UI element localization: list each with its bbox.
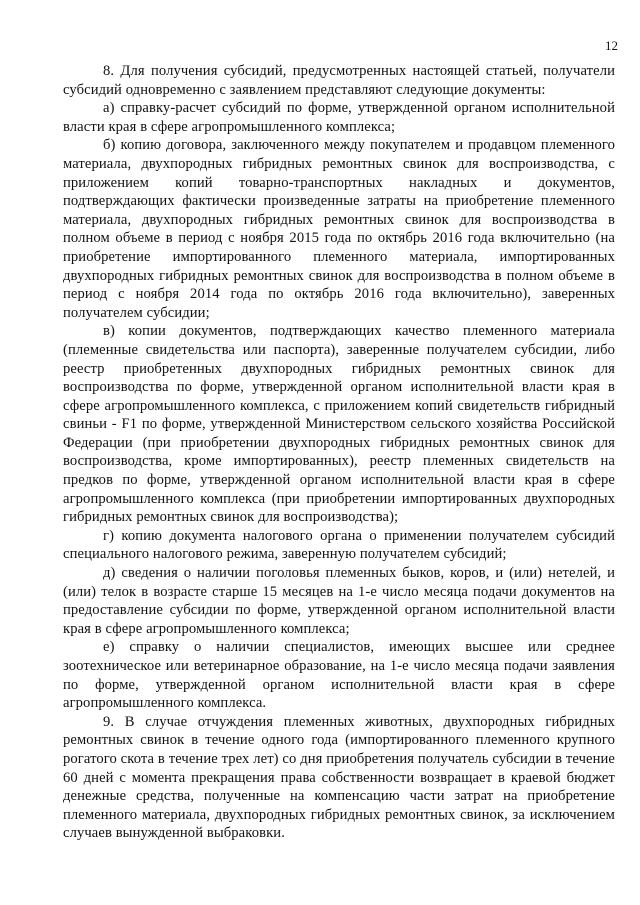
paragraph-subitem-a: а) справку-расчет субсидий по форме, утвержденной органом исполнительной власти края в сфере агропромышленного комплекса; bbox=[63, 100, 615, 135]
paragraph-item-8: 8. Для получения субсидий, предусмотренных настоящей статьей, получатели субсидий одновременно с заявлением представляют следующие документы: bbox=[63, 63, 615, 98]
document-body bbox=[63, 62, 615, 843]
paragraph-item-9: 9. В случае отчуждения племенных животных, двухпородных гибридных ремонтных свинок в течение одного года (импортированного племенного крупного рогатого скота в течение трех лет) со дня приобретения получатель субсидии в течение 60 дней с момента прекращения права собственности возвращает в краевой бюджет денежные средства, полученные на компенсацию части затрат на приобретение племенного материала, двухпородных гибридных ремонтных свинок, за исключением случаев вынужденной выбраковки. bbox=[63, 713, 615, 842]
paragraph-subitem-v: в) копии документов, подтверждающих качество племенного материала (племенные свидетельства или паспорта), заверенные получателем субсидии, либо реестр приобретенных двухпородных гибридных ремонтных свинок для воспроизводства по форме, утвержденной органом исполнительной власти края в сфере агропромышленного комплекса, с приложением копий свидетельств гибридный свиньи - F1 по форме, утвержденной Министерством сельского хозяйства Российской Федерации (при приобретении двухпородных гибридных ремонтных свинок для воспроизводства, кроме импортированных), реестр племенных свидетельств на предков по форме, утвержденной органом исполнительной власти края в сфере агропромышленного комплекса (при приобретении импортированных двухпородных гибридных ремонтных свинок для воспроизводства); bbox=[63, 323, 615, 526]
paragraph-subitem-b: б) копию договора, заключенного между покупателем и продавцом племенного материала, двухпородных гибридных ремонтных свинок для воспроизводства, с приложением копий товарно-транспортных накладных и документов, подтверждающих фактически произведенные затраты на приобретение племенного материала, двухпородных гибридных ремонтных свинок для воспроизводства в полном объеме в период с ноября 2015 года по октябрь 2016 года включительно (на приобретение импортированного племенного материала, импортированных двухпородных гибридных ремонтных свинок для воспроизводства в полном объеме в период с ноября 2014 года по октябрь 2016 года включительно), заверенных получателем субсидии; bbox=[63, 137, 615, 321]
paragraph-subitem-e: е) справку о наличии специалистов, имеющих высшее или среднее зоотехническое или ветеринарное образование, на 1-е число месяца подачи заявления по форме, утвержденной органом исполнительной власти края в сфере агропромышленного комплекса. bbox=[63, 639, 615, 712]
paragraph-subitem-g: г) копию документа налогового органа о применении получателем субсидий специального налогового режима, заверенную получателем субсидий; bbox=[63, 527, 615, 563]
paragraph-subitem-d: д) сведения о наличии поголовья племенных быков, коров, и (или) нетелей, и (или) телок в возрасте старше 15 месяцев на 1-е число месяца подачи документов на предоставление субсидии по форме, утвержденной органом исполнительной власти края в сфере агропромышленного комплекса; bbox=[63, 565, 615, 637]
page-number: 12 bbox=[605, 38, 618, 53]
